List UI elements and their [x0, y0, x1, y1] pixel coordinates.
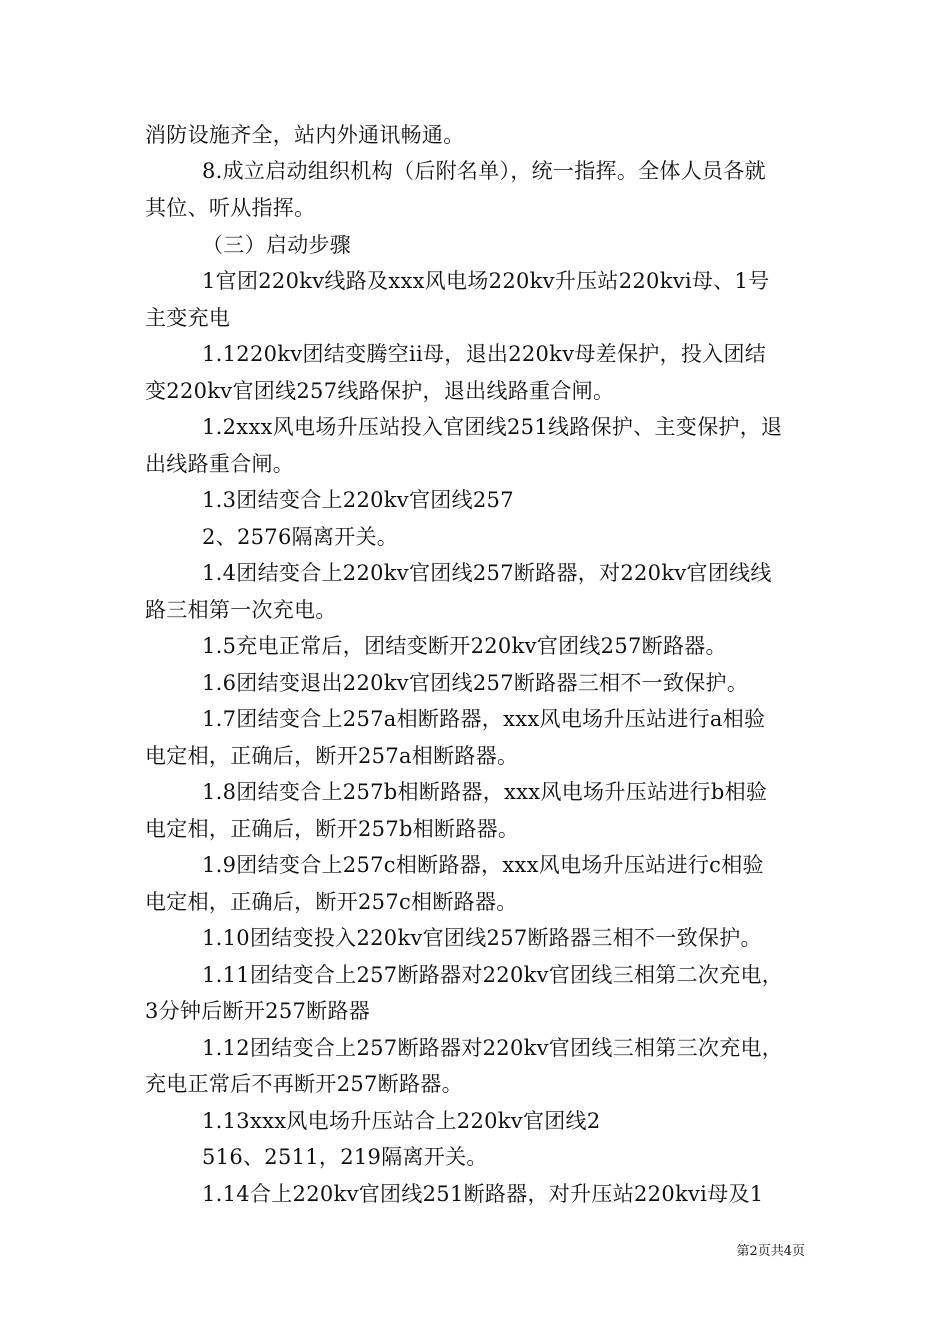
- section-heading: （三）启动步骤: [202, 233, 352, 257]
- paragraph-line: 2、2576隔离开关。: [202, 525, 399, 549]
- paragraph-line: 1.14合上220kv官团线251断路器，对升压站220kvi母及1: [202, 1182, 764, 1206]
- paragraph-line: 1.3团结变合上220kv官团线257: [202, 488, 514, 512]
- paragraph-line: 1.13xxx风电场升压站合上220kv官团线2: [202, 1109, 601, 1133]
- paragraph-line: 电定相，正确后，断开257b相断路器。: [145, 817, 520, 841]
- paragraph-line: 1.9团结变合上257c相断路器，xxx风电场升压站进行c相验: [202, 853, 764, 877]
- paragraph-line: 1.10团结变投入220kv官团线257断路器三相不一致保护。: [202, 926, 762, 950]
- paragraph-line: 电定相，正确后，断开257c相断路器。: [145, 890, 518, 914]
- paragraph-line: 消防设施齐全，站内外通讯畅通。: [145, 123, 465, 147]
- paragraph-line: 1.4团结变合上220kv官团线257断路器，对220kv官团线线: [202, 561, 772, 585]
- paragraph-line: 1.5充电正常后，团结变断开220kv官团线257断路器。: [202, 634, 727, 658]
- page-number: 第2页共4页: [736, 1244, 805, 1259]
- paragraph-line: 其位、听从指挥。: [145, 196, 316, 220]
- paragraph-line: 1.11团结变合上257断路器对220kv官团线三相第二次充电，: [202, 963, 784, 987]
- paragraph-line: 1.6团结变退出220kv官团线257断路器三相不一致保护。: [202, 671, 749, 695]
- paragraph-line: 1.1220kv团结变腾空ii母，退出220kv母差保护，投入团结: [202, 342, 767, 366]
- paragraph-line: 1.7团结变合上257a相断路器，xxx风电场升压站进行a相验: [202, 707, 766, 731]
- paragraph-line: 充电正常后不再断开257断路器。: [145, 1072, 463, 1096]
- paragraph-line: 路三相第一次充电。: [145, 598, 337, 622]
- paragraph-line: 1.2xxx风电场升压站投入官团线251线路保护、主变保护，退: [202, 415, 783, 439]
- paragraph-line: 1官团220kv线路及xxx风电场220kv升压站220kvi母、1号: [202, 269, 770, 293]
- paragraph-line: 3分钟后断开257断路器: [145, 999, 371, 1023]
- paragraph-line: 1.12团结变合上257断路器对220kv官团线三相第三次充电，: [202, 1036, 784, 1060]
- paragraph-line: 8.成立启动组织机构（后附名单），统一指挥。全体人员各就: [202, 159, 766, 183]
- paragraph-line: 变220kv官团线257线路保护，退出线路重合闸。: [145, 379, 615, 403]
- paragraph-line: 1.8团结变合上257b相断路器，xxx风电场升压站进行b相验: [202, 780, 768, 804]
- paragraph-line: 电定相，正确后，断开257a相断路器。: [145, 744, 519, 768]
- paragraph-line: 516、2511，219隔离开关。: [202, 1145, 488, 1169]
- paragraph-line: 出线路重合闸。: [145, 452, 295, 476]
- paragraph-line: 主变充电: [145, 306, 231, 330]
